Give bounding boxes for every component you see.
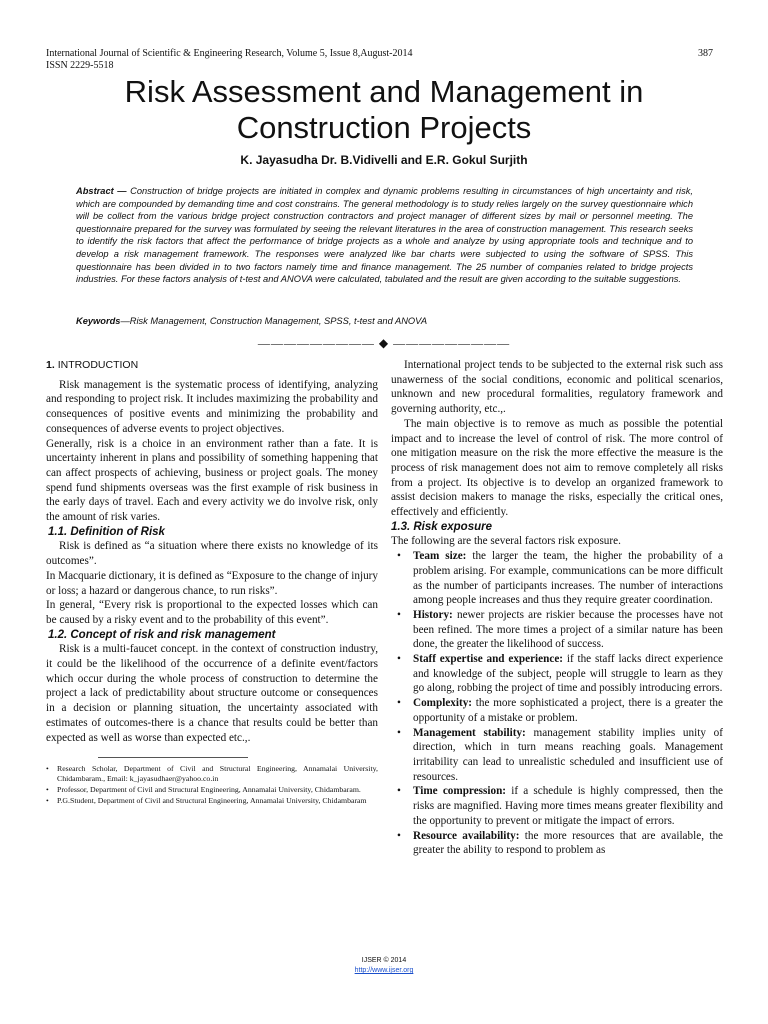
copyright: IJSER © 2014 [361,957,407,964]
list-item [391,784,723,828]
list-item-term: Team size: [413,550,467,563]
section-number: 1. [46,359,55,371]
list-item-text: newer projects are riskier because the processes have not been refined. The more times a project of a similar nature has been done, the greater the likelihood of success. [413,608,723,651]
issn: ISSN 2229-5518 [46,60,114,71]
right-column [391,358,723,858]
footnote-rule [98,757,248,758]
section-divider: ————————— ◆ ————————— [257,336,511,350]
paragraph: The main objective is to remove as much as possible the potential impact and to increase the level of control of risk. The more control of one mitigation measure on the risk the more effective the measure is the process of risk management does not aim to remove completely all risks from a project. Its objective is to develop an organized framework to assist decision makers to manage the risks, especially the critical ones, effectively and efficiently. [391,417,723,519]
paragraph: International project tends to be subjected to the external risk such ass unawerness of the social conditions, economic and political scenarios, unknown and new procedural formalities, regulatory framework and governing authority, etc.,. [391,359,723,416]
list-item-text: if the staff lacks direct experience and knowledge of the subject, people will struggle to learn as they go along, robbing the project of time and possibly introducing errors. [413,653,723,695]
paragraph: The following are the several factors risk exposure. [391,535,621,548]
risk-factor-list [391,549,723,858]
footnote: • Professor, Department of Civil and Structural Engineering, Annamalai University, Chidambaram. [46,785,378,795]
list-item [391,696,723,725]
list-item-term: History: [413,608,453,621]
list-item-term: Time compression: [413,785,507,798]
abstract-text: Construction of bridge projects are initiated in complex and dynamic problems resulting in circumstances of high uncertainty and risk, which are compounded by demanding time and cost constrains. The general methodology is to study relies largely on the survey questionnaire which will be collect from the various bridge project construction contractors and project manager of different sizes by mail or personnel meeting. The questionnaire prepared for the survey was formulated by seeing the relevant literatures in the area of construction management. This research seeks to identify the risk factors that affect the performance of bridge projects as a whole and analyze by using appropriate tools and technique and to develop a risk management framework. The responses were analyzed like bar charts were subjected to using the software of SPSS. This questionnaire has been divided in to two factors namely time and finance management. The 25 number of companies related to bridge projects industries. For these factors analysis of t-test and ANOVA were calculated, tabulated and the result are given according to the suitable suggestions. [76,186,693,285]
paragraph: Risk management is the systematic process of identifying, analyzing and responding to project risk. It includes maximizing the probability and consequences of positive events and minimizing the probability and consequences of adverse events to project objectives. [46,378,378,435]
paper-title [0,74,768,146]
subsection-heading: 1.1. Definition of Risk [48,525,165,538]
keywords-label: Keywords [76,316,121,326]
page-footer [0,956,768,976]
list-item [391,608,723,652]
list-item-term: Management stability: [413,726,526,739]
paragraph: Generally, risk is a choice in an environment rather than a fate. It is uncertainty inherent in plans and possibility of something happening that can affect prospects of achieving, business or project goals. The money spend fund shipments overseas was the first example of risk business in the early days of travel. Each and every activity we do involve risk, only the amount of risk varies. [46,437,378,524]
list-item [391,652,723,696]
section-heading-introduction [46,358,378,373]
section-title: INTRODUCTION [57,359,139,371]
paragraph: Risk is defined as “a situation where there exists no knowledge of its outcomes”. [46,540,378,568]
paragraph: In general, “Every risk is proportional to the expected losses which can be caused by a risky event and to the probability of this event”. [46,599,378,626]
list-item-term: Staff expertise and experience: [413,653,564,666]
left-column [46,358,378,806]
footnotes [46,764,378,805]
list-item-term: Resource availability: [413,829,520,842]
list-item-text: management stability implies unity of direction, which in turn means reaching goals. Management irritability can lead to unrealistic scheduled and insufficient use of resources. [413,726,723,783]
footnote: • P.G.Student, Department of Civil and Structural Engineering, Annamalai University, Chidambaram [46,796,378,806]
keywords-dash: — [120,316,130,326]
list-item-text: the larger the team, the higher the probability of a problem arising. For example, communications can be more difficult as the number of participants increases. The number of interactions among people increases and thus they require greater coordination. [413,550,723,607]
list-item-text: the more sophisticated a project, there is a greater the opportunity of a mistake or problem. [413,697,723,724]
footnote: • Research Scholar, Department of Civil and Structural Engineering, Annamalai University, Chidambaram., Email: k_jayasudhaer@yahoo.co.in [46,764,378,784]
list-item [391,726,723,785]
keywords-text: Risk Management, Construction Management, SPSS, t-test and ANOVA [129,316,428,326]
title-line-1: Risk Assessment and Management in [124,74,644,109]
paragraph: In Macquarie dictionary, it is defined as “Exposure to the change of injury or loss; a hazard or dangerous chance, to run risks”. [46,569,378,597]
subsection-heading: 1.2. Concept of risk and risk management [48,628,276,641]
journal-header: International Journal of Scientific & Engineering Research, Volume 5, Issue 8,August-2014 [46,48,413,59]
list-item-text: the more resources that are available, the greater the ability to respond to problem as [413,829,723,857]
keywords [76,316,693,326]
abstract [76,185,693,286]
paragraph: Risk is a multi-faucet concept. in the context of construction industry, it could be the likelihood of the occurrence of a definite event/factors which occur during the whole process of construction to determine the project a lack of predictability about structure outcome or consequences in a decision or planning situation, the uncertainty associated with estimates of outcomes-there is a chance that results could be better than expected as well as worse than expected etc.,. [46,643,378,744]
list-item-text: if a schedule is highly compressed, then the risks are magnified. Having more times means greater flexibility and the opportunity to prevent or mitigate the impact of errors. [413,785,724,827]
subsection-heading: 1.3. Risk exposure [391,520,492,533]
list-item [391,549,723,608]
page-number: 387 [698,48,713,59]
list-item-term: Complexity: [413,697,473,710]
authors: K. Jayasudha Dr. B.Vidivelli and E.R. Gokul Surjith [240,153,528,167]
title-line-2: Construction Projects [236,110,532,145]
journal-link[interactable]: http://www.ijser.org [354,967,414,974]
abstract-label: Abstract — [76,186,127,196]
list-item [391,829,723,858]
